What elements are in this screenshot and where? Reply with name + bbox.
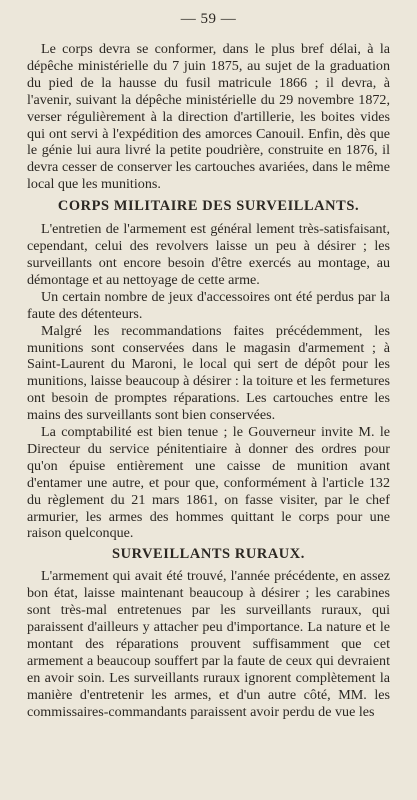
paragraph-munitions: Malgré les recommandations faites précédemment, les munitions sont conservées dans le magasin d'armement ; à Saint-Laurent du Maroni, le local qui sert de dépôt pour les munitions, laisse beaucoup à désirer : la toiture et les fermetures ont besoin de promptes réparations. Les cartouches entre les mains des surveillants sont bien conservées. [27,322,390,424]
paragraph-armement-entretien: L'entretien de l'armement est général lement très-satisfaisant, cependant, celui des revolvers laisse un peu à désirer ; les surveillants ont encore besoin d'être exercés au montage, au démontage et au nettoyage de cette arme. [27,221,390,288]
section-title-surveillants-ruraux: SURVEILLANTS RURAUX. [111,546,305,563]
page-number: — 59 — [180,11,237,27]
paragraph-intro: Le corps devra se conformer, dans le plus bref délai, à la dépêche ministérielle du 7 juin 1875, au sujet de la graduation du pied de la hausse du fusil matricule 1866 ; il devra, à l'avenir, suivant la dépêche ministérielle du 29 novembre 1872, verser régulièrement à la direction d'artillerie, les boites vides qui ont servi à l'expédition des amorces Canouil. Enfin, dès que le génie lui aura livré la petite poudrière, construite en 1876, il devra cesser de conserver les cartouches avariées, dans le même local que les munitions. [27,41,390,193]
paragraph-jeux-accessoires: Un certain nombre de jeux d'accessoires ont été perdus par la faute des détenteurs. [27,288,390,322]
paragraph-armement-ruraux: L'armement qui avait été trouvé, l'année précédente, en assez bon état, laisse maintenant beaucoup à désirer ; les carabines sont très-mal entretenues par les surveillants ruraux, qui paraissent d'ailleurs y attacher peu d'importance. La nature et le montant des réparations prouvent suffisamment que cet armement a beaucoup souffert par la faute de ceux qui devraient en avoir soin. Les surveillants ruraux ignorent complètement la manière d'entretenir les armes, et d'un autre côté, MM. les commissaires-commandants paraissent avoir perdu de vue les [27,568,390,720]
paragraph-comptabilite: La comptabilité est bien tenue ; le Gouverneur invite M. le Directeur du service pénitentiaire à donner des ordres pour qu'on épuise entièrement une caisse de munition avant d'entamer une autre, et pour que, conformément à l'article 132 du règlement du 21 mars 1861, on fasse visiter, par le chef armurier, les armes des hommes quittant le corps pour une raison quelconque. [27,424,390,542]
section-title-corps-militaire: CORPS MILITAIRE DES SURVEILLANTS. [57,198,360,215]
